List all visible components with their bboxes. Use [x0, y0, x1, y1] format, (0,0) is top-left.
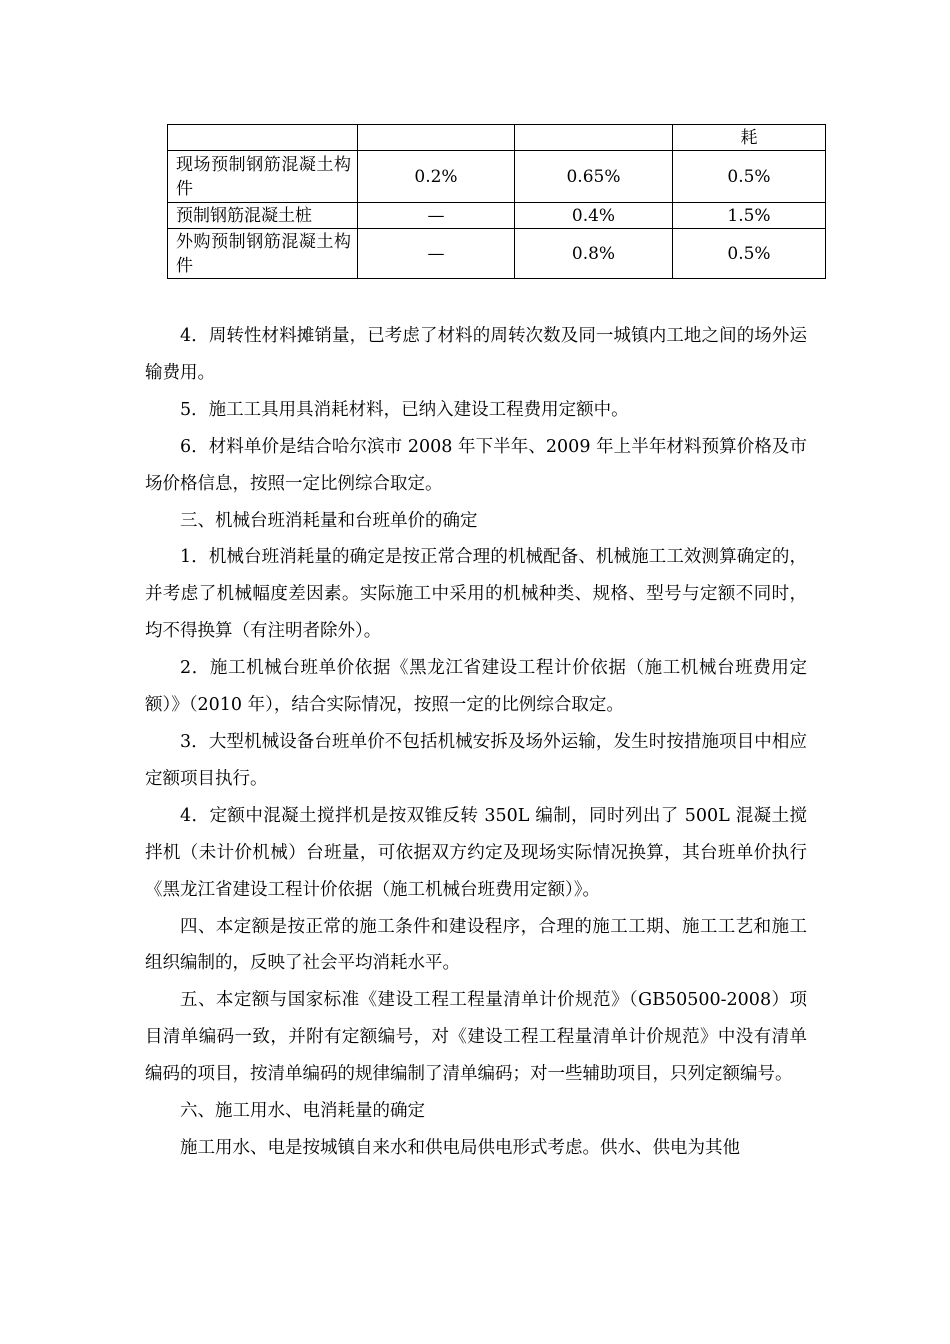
paragraph: 5．施工工具用具消耗材料，已纳入建设工程费用定额中。	[180, 399, 629, 420]
table-cell: 0.8%	[515, 229, 673, 279]
table-row	[168, 203, 826, 229]
table-cell	[515, 125, 673, 151]
row-name: 预制钢筋混凝土桩	[168, 203, 358, 229]
material-loss-table	[167, 124, 826, 279]
table-cell: 耗	[673, 125, 826, 151]
table-header-row	[168, 125, 826, 151]
table-row	[168, 229, 826, 279]
paragraph: 3．大型机械设备台班单价不包括机械安拆及场外运输，发生时按措施项目中相应定额项目执行。	[145, 731, 807, 789]
table-cell: —	[358, 229, 515, 279]
table-cell: 0.2%	[358, 151, 515, 203]
paragraph: 4．周转性材料摊销量，已考虑了材料的周转次数及同一城镇内工地之间的场外运输费用。	[145, 326, 807, 383]
table-cell: 0.5%	[673, 229, 826, 279]
table-cell: 1.5%	[673, 203, 826, 229]
paragraph: 6．材料单价是结合哈尔滨市 2008 年下半年、2009 年上半年材料预算价格及市场价格信息，按照一定比例综合取定。	[145, 436, 807, 494]
table-cell	[168, 125, 358, 151]
row-name: 外购预制钢筋混凝土构件	[168, 229, 358, 279]
paragraph: 四、本定额是按正常的施工条件和建设程序，合理的施工工期、施工工艺和施工组织编制的，反映了社会平均消耗水平。	[145, 916, 807, 974]
table-row	[168, 151, 826, 203]
section-heading: 三、机械台班消耗量和台班单价的确定	[180, 510, 478, 531]
body-text	[145, 318, 807, 1167]
table-cell: —	[358, 203, 515, 229]
table-cell	[358, 125, 515, 151]
paragraph: 五、本定额与国家标准《建设工程工程量清单计价规范》（GB50500-2008）项目清单编码一致，并附有定额编号，对《建设工程工程量清单计价规范》中没有清单编码的项目，按清单编码的规律编制了清单编码；对一些辅助项目，只列定额编号。	[145, 990, 807, 1085]
section-heading: 六、施工用水、电消耗量的确定	[180, 1101, 425, 1122]
table-cell: 0.65%	[515, 151, 673, 203]
table-cell: 0.4%	[515, 203, 673, 229]
paragraph: 4．定额中混凝土搅拌机是按双锥反转 350L 编制，同时列出了 500L 混凝土搅拌机（未计价机械）台班量，可依据双方约定及现场实际情况换算，其台班单价执行《黑龙江省建设工程计价依据（施工机械台班费用定额）》。	[145, 805, 807, 900]
paragraph: 施工用水、电是按城镇自来水和供电局供电形式考虑。供水、供电为其他	[180, 1137, 740, 1158]
paragraph: 1．机械台班消耗量的确定是按正常合理的机械配备、机械施工工效测算确定的，并考虑了机械幅度差因素。实际施工中采用的机械种类、规格、型号与定额不同时，均不得换算（有注明者除外）。	[145, 547, 807, 642]
paragraph: 2．施工机械台班单价依据《黑龙江省建设工程计价依据（施工机械台班费用定额）》（2010 年），结合实际情况，按照一定的比例综合取定。	[145, 658, 807, 716]
row-name: 现场预制钢筋混凝土构件	[168, 151, 358, 203]
table-cell: 0.5%	[673, 151, 826, 203]
